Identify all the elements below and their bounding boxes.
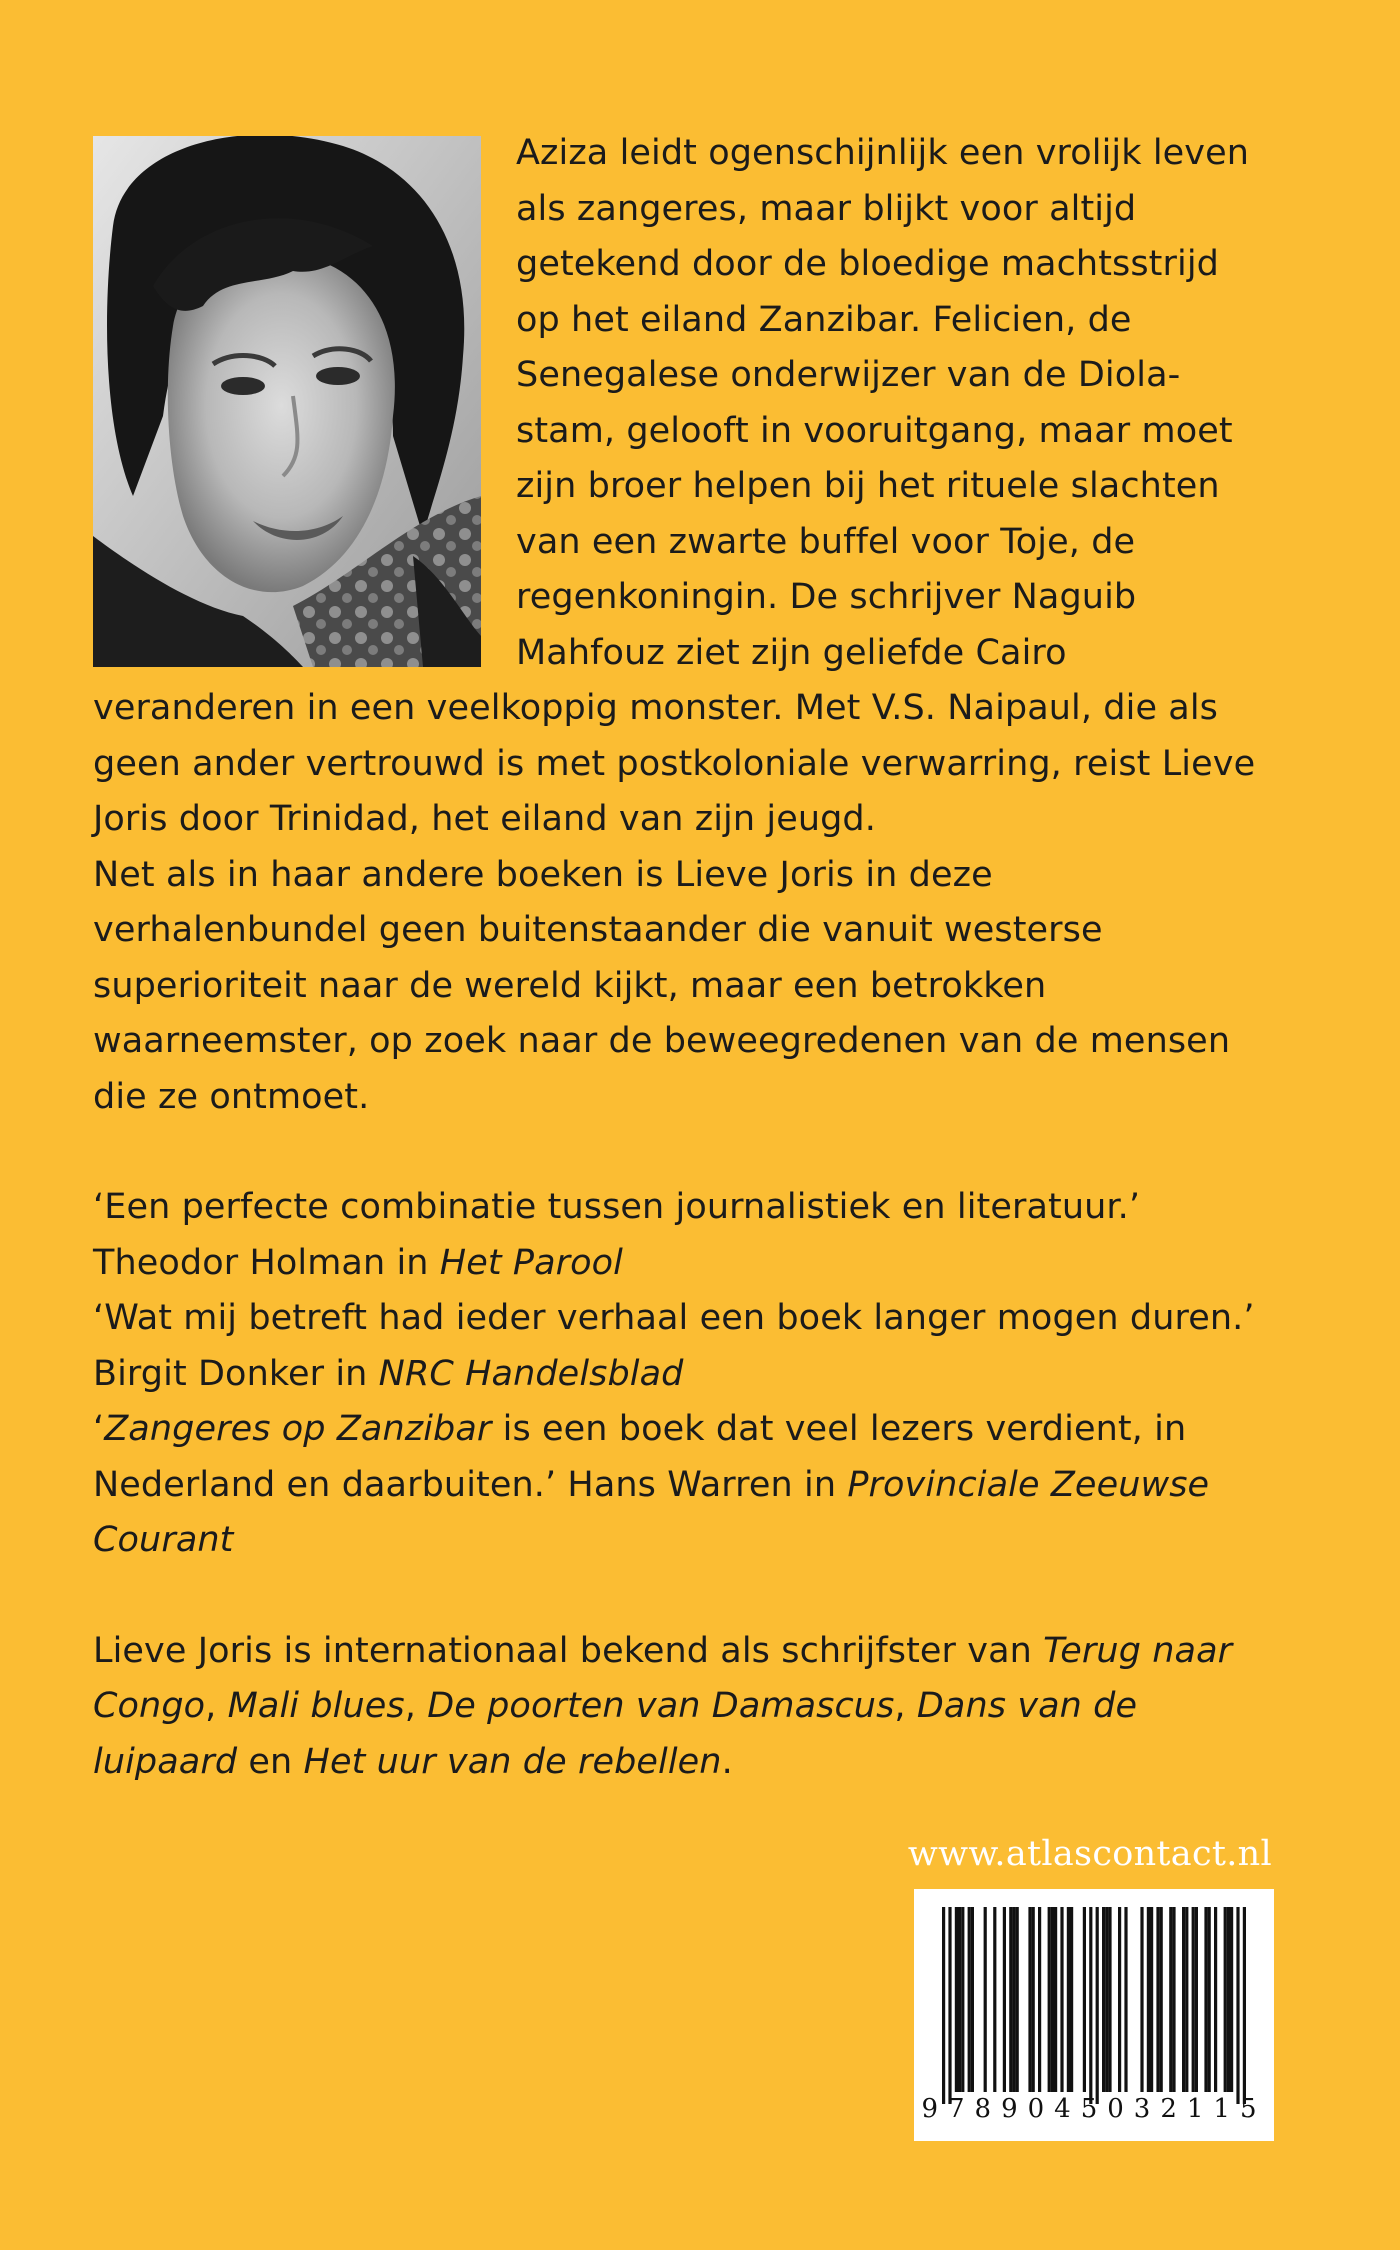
barcode-bar — [948, 1907, 951, 2104]
barcode-bar — [1096, 1907, 1099, 2104]
barcode-bar — [1192, 1907, 1195, 2092]
book-title-4: Dans van de luipaard — [93, 1686, 1138, 1782]
isbn-barcode — [914, 1889, 1274, 2141]
barcode-bar — [1054, 1907, 1057, 2092]
barcode-bar — [1102, 1907, 1105, 2092]
separator: , — [404, 1686, 428, 1726]
barcode-bar — [1147, 1907, 1150, 2092]
barcode-bar — [971, 1907, 974, 2092]
publisher-website[interactable]: www.atlascontact.nl — [907, 1834, 1272, 1874]
barcode-bar — [1236, 1907, 1239, 2104]
book-title-1: Terug naar Congo — [93, 1630, 1233, 1726]
review-quote-1 — [93, 1180, 1273, 1291]
barcode-bar — [1118, 1907, 1121, 2092]
barcode-bar — [1169, 1907, 1172, 2092]
barcode-bar — [1214, 1907, 1217, 2092]
barcode-bar — [993, 1907, 996, 2092]
separator: , — [205, 1686, 228, 1726]
spacer — [93, 1569, 1273, 1624]
author-bio — [93, 1624, 1273, 1791]
book-title-5: Het uur van de rebellen — [303, 1741, 722, 1782]
review-1-source: Het Parool — [439, 1242, 623, 1283]
isbn-number: 9789045032115 — [921, 2094, 1267, 2124]
spacer — [93, 1125, 1273, 1180]
barcode-bar — [1089, 1907, 1092, 2104]
review-2-source: NRC Handelsblad — [378, 1353, 684, 1394]
barcode-bar — [1227, 1907, 1230, 2092]
barcode-bar — [1156, 1907, 1159, 2092]
barcode-bar — [1083, 1907, 1086, 2092]
review-1-quote: ‘Een perfecte combinatie tussen journalistiek en literatuur.’ — [93, 1187, 1141, 1227]
barcode-bar — [1150, 1907, 1153, 2092]
barcode-bar — [1185, 1907, 1188, 2092]
barcode-bar — [1124, 1907, 1127, 2092]
book-title-3: De poorten van Damascus — [427, 1686, 895, 1726]
barcode-bar — [1172, 1907, 1175, 2092]
barcode-bar — [968, 1907, 971, 2092]
barcode-bar — [984, 1907, 987, 2092]
review-1-attribution: Theodor Holman in — [93, 1242, 440, 1283]
barcode-bar — [1224, 1907, 1227, 2092]
barcode-bar — [942, 1907, 945, 2104]
barcode-bar — [1070, 1907, 1073, 2092]
blurb-paragraph-1: Aziza leidt ogenschijnlijk een vrolijk leven als zangeres, maar blijkt voor altijd getekend door de bloedige machtsstrijd op het eiland Zanzibar. Felicien, de Senegalese onderwijzer van de Diola-stam, gelooft in vooruitgang, maar moet zijn broer helpen bij het rituele slachten van een zwarte buffel voor Toje, de regenkoningin. De schrijver Naguib Mahfouz ziet zijn geliefde Cairo veranderen in een veelkoppig monster. Met V.S. Naipaul, die als geen ander vertrouwd is met postkoloniale verwarring, reist Lieve Joris door Trinidad, het eiland van zijn jeugd. — [93, 133, 1256, 839]
barcode-bar — [1060, 1907, 1063, 2092]
blurb-paragraph-2: Net als in haar andere boeken is Lieve Joris in deze verhalenbundel geen buitenstaander die vanuit westerse superioriteit naar de wereld kijkt, maar een betrokken waarneemster, op zoek naar de beweegredenen van de mensen die ze ontmoet. — [93, 854, 1231, 1117]
barcode-bar — [1243, 1907, 1246, 2104]
barcode-bar — [1051, 1907, 1054, 2092]
barcode-bar — [1048, 1907, 1051, 2092]
barcode-bar — [1038, 1907, 1041, 2092]
barcode-bar — [1016, 1907, 1019, 2092]
book-title-2: Mali blues — [227, 1686, 405, 1726]
barcode-bar — [1230, 1907, 1233, 2092]
barcode-bar — [1208, 1907, 1211, 2092]
barcode-bar — [1105, 1907, 1108, 2092]
review-quote-2 — [93, 1291, 1273, 1402]
photo-float-spacer — [93, 126, 516, 668]
separator: . — [721, 1741, 733, 1782]
barcode-bar — [1204, 1907, 1207, 2092]
barcode-bar — [1003, 1907, 1006, 2092]
review-2-attribution: Birgit Donker in — [93, 1353, 379, 1394]
barcode-bar — [1160, 1907, 1163, 2092]
barcode-bar — [961, 1907, 964, 2092]
barcode-bar — [958, 1907, 961, 2092]
review-3-source: Provinciale Zeeuwse Courant — [93, 1464, 1210, 1560]
review-quote-3 — [93, 1402, 1273, 1569]
barcode-bar — [1028, 1907, 1031, 2092]
author-bio-intro: Lieve Joris is internationaal bekend als schrijfster van — [93, 1630, 1044, 1671]
review-3-title: Zangeres op Zanzibar — [104, 1409, 492, 1449]
review-3-open: ‘ — [93, 1409, 105, 1449]
barcode-bar — [1067, 1907, 1070, 2092]
separator: , — [894, 1686, 917, 1726]
barcode-bar — [1195, 1907, 1198, 2092]
barcode-bar — [1009, 1907, 1012, 2092]
separator: en — [237, 1741, 304, 1782]
barcode-bar — [1108, 1907, 1111, 2092]
barcode-bar — [1012, 1907, 1015, 2092]
review-2-quote: ‘Wat mij betreft had ieder verhaal een boek langer mogen duren.’ — [93, 1298, 1255, 1338]
review-3-rest: is een boek dat veel lezers verdient, in Nederland en daarbuiten.’ Hans Warren in — [93, 1409, 1187, 1505]
barcode-bar — [1140, 1907, 1143, 2092]
back-cover-text — [93, 126, 1273, 1790]
barcode-bar — [955, 1907, 958, 2092]
barcode-bar — [1182, 1907, 1185, 2092]
barcode-bar — [1032, 1907, 1035, 2092]
